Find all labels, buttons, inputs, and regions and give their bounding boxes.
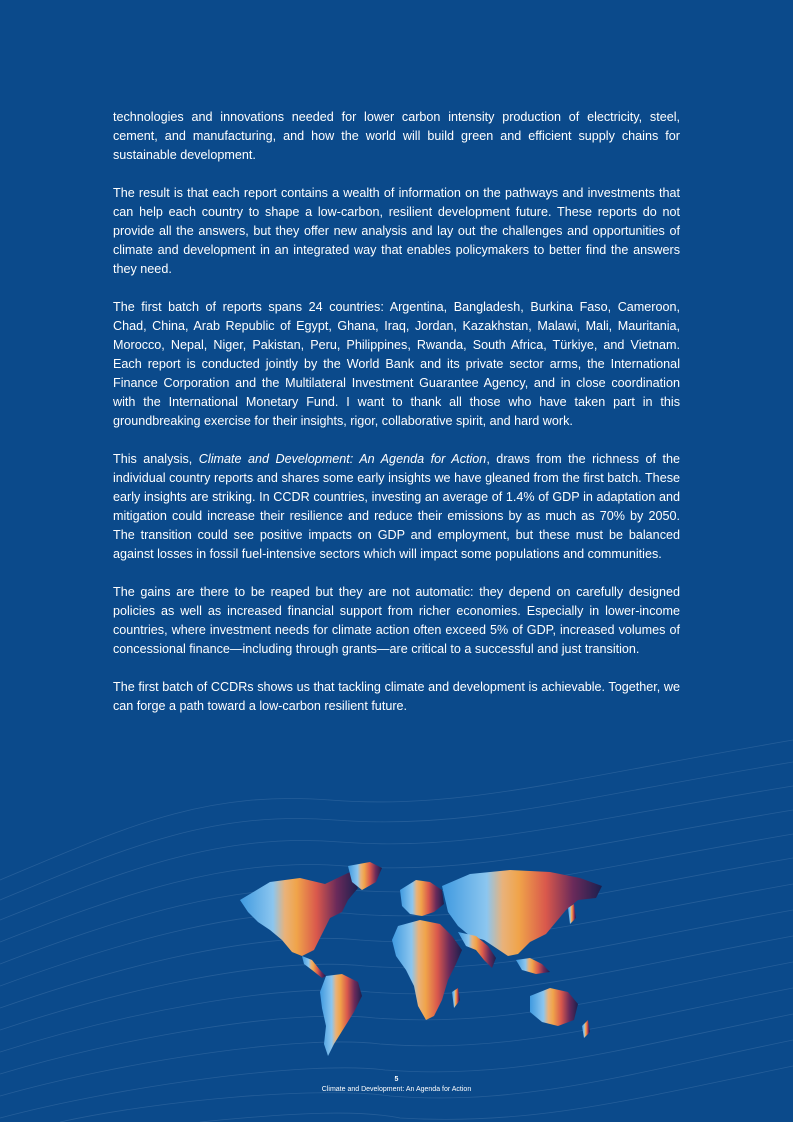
paragraph-5: The gains are there to be reaped but they are not automatic: they depend on carefully designed policies as well as increased financial support from richer economies. Especially in lower-income countries, where investment needs for climate action often exceed 5% of GDP, increased volumes of concessional finance—including through grants—are critical to a successful and just transition.	[113, 585, 680, 656]
north-america-shape	[240, 872, 358, 956]
footer-publication-title: Climate and Development: An Agenda for Action	[321, 1086, 472, 1093]
paragraph-4-rest: , draws from the richness of the individual country reports and shares some early insights we have gleaned from the first batch. These early insights are striking. In CCDR countries, investing an average of 1.4% of GDP in adaptation and mitigation could increase their resilience and reduce their emissions by as much as 70% by 2050. The transition could see positive impacts on GDP and employment, but these must be balanced against losses in fossil fuel-intensive sectors which will impact some populations and communities.	[113, 452, 680, 561]
southeast-asia-shape	[516, 958, 550, 974]
new-zealand-shape	[582, 1020, 590, 1038]
paragraph-4-lead: This analysis,	[113, 452, 199, 466]
africa-shape	[392, 920, 462, 1020]
paragraph-4	[113, 450, 680, 564]
world-map-illustration	[230, 860, 620, 1070]
australia-shape	[530, 988, 578, 1026]
europe-shape	[400, 880, 444, 916]
paragraph-6: The first batch of CCDRs shows us that tackling climate and development is achievable. Together, we can forge a path toward a low-carbon resilient future.	[113, 680, 680, 713]
paragraph-2: The result is that each report contains a wealth of information on the pathways and investments that can help each country to shape a low-carbon, resilient development future. These reports do not provide all the answers, but they offer new analysis and lay out the challenges and opportunities of climate and development in an integrated way that enables policymakers to better find the answers they need.	[113, 186, 680, 276]
page-footer	[0, 1075, 793, 1095]
south-america-shape	[320, 974, 362, 1056]
madagascar-shape	[452, 988, 460, 1008]
paragraph-3: The first batch of reports spans 24 countries: Argentina, Bangladesh, Burkina Faso, Cameroon, Chad, China, Arab Republic of Egypt, Ghana, Iraq, Jordan, Kazakhstan, Malawi, Mali, Mauritania, Morocco, Nepal, Niger, Pakistan, Peru, Philippines, Rwanda, South Africa, Türkiye, and Vietnam. Each report is conducted jointly by the World Bank and its private sector arms, the International Finance Corporation and the Multilateral Investment Guarantee Agency, and in close coordination with the International Monetary Fund. I want to thank all those who have taken part in this groundbreaking exercise for their insights, rigor, collaborative spirit, and hard work.	[113, 300, 680, 428]
central-america-shape	[302, 956, 326, 978]
page-number: 5	[394, 1076, 399, 1083]
body-text	[113, 108, 680, 735]
world-map-icon	[230, 860, 620, 1070]
paragraph-1: technologies and innovations needed for lower carbon intensity production of electricity, steel, cement, and manufacturing, and how the world will build green and efficient supply chains for sustainable development.	[113, 110, 680, 162]
publication-title-italic: Climate and Development: An Agenda for Action	[198, 452, 487, 466]
